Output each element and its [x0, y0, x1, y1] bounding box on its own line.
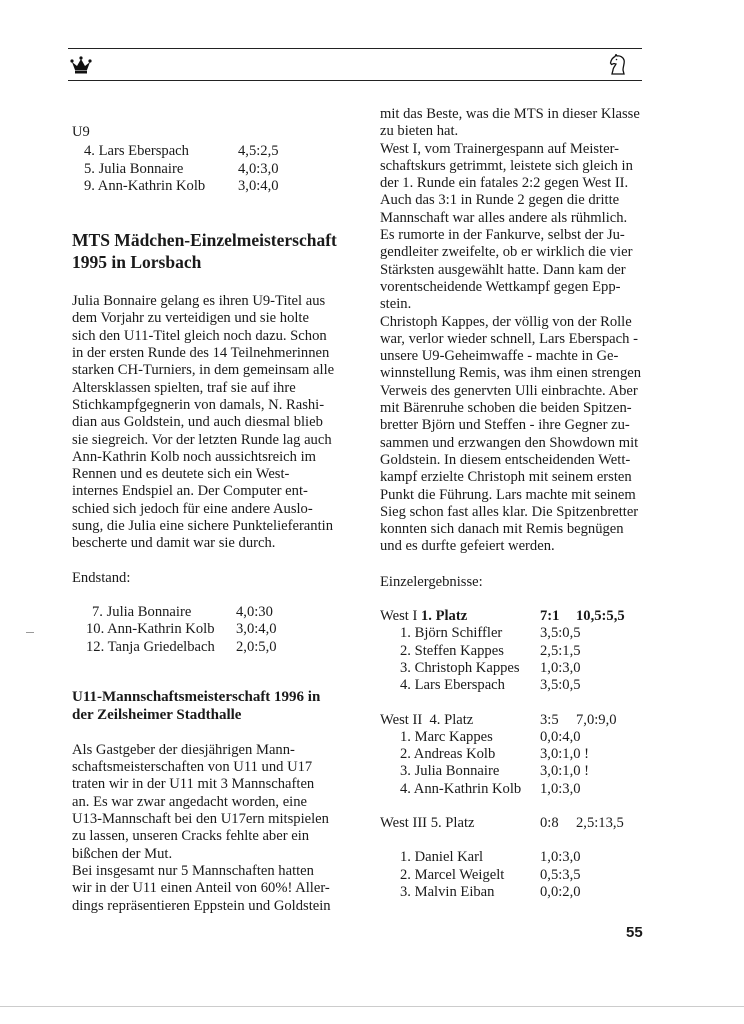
team-block-west-2: [380, 712, 646, 798]
player-row: 2. Steffen Kappes 2,5:1,5: [400, 642, 581, 659]
result-row: 12. Tanja Griedelbach 2,0:5,0: [86, 638, 277, 655]
player-row: 4. Lars Eberspach 3,5:0,5: [400, 677, 581, 694]
endstand-label: Endstand:: [72, 569, 131, 586]
player-row: 3. Malvin Eiban 0,0:2,0: [400, 883, 581, 900]
team-block-west-1: [380, 608, 646, 694]
scan-mark: [26, 632, 34, 633]
result-row: 10. Ann-Kathrin Kolb 3,0:4,0: [86, 621, 277, 638]
player-row: 2. Marcel Weigelt 0,5:3,5: [400, 866, 581, 883]
paragraph-1: Julia Bonnaire gelang es ihren U9-Titel aus dem Vorjahr zu verteidigen und sie holte sich den U11-Titel gleich noch dazu. Schon in der ersten Runde des 14 Teilnehmerinnen starken CH-Turniers, in dem gemeinsam alle Altersklassen spielten, traf sie auf ihre Stichkampfgegnerin von damals, N. Rashi- dian aus Goldstein, und auch diesmal blieb sie siegreich. Vor der letzten Runde lag auch Ann-Kathrin Kolb noch aussichtsreich im Rennen und es deutete sich ein West- internes Endspiel an. Der Computer ent- schied sich jedoch für eine andere Auslo- sung, die Julia eine sichere Punktelieferantin bescherte und damit war sie durch.: [72, 293, 335, 552]
right-column: [380, 106, 646, 901]
paragraph-2: Als Gastgeber der diesjährigen Mann- schaftsmeisterschaften von U11 und U17 traten wir in der U11 mit 3 Mannschaften an. Es war zwar angedacht worden, eine U13-Mannschaft bei den U17ern mitspielen zu lassen, unseren Cracks fehlte aber ein bißchen der Mut. Bei insgesamt nur 5 Mannschaften hatten wir in der U11 einen Anteil von 60%! Aller- dings repräsentieren Eppstein und Goldstein: [72, 741, 331, 914]
crown-icon: [70, 56, 92, 74]
header-rule-top: [68, 48, 642, 49]
result-row: 9. Ann-Kathrin Kolb 3,0:4,0: [84, 177, 279, 194]
team-header: West II 4. Platz 3:5 7,0:9,0: [380, 711, 617, 728]
knight-icon: [608, 54, 628, 76]
player-row: 1. Björn Schiffler 3,5:0,5: [400, 625, 581, 642]
scan-edge: [0, 1006, 744, 1007]
player-row: 3. Christoph Kappes 1,0:3,0: [400, 659, 581, 676]
result-row: 4. Lars Eberspach 4,5:2,5: [84, 143, 279, 160]
left-column: [72, 124, 344, 915]
team-block-west-3: [380, 815, 646, 901]
player-row: 4. Ann-Kathrin Kolb 1,0:3,0: [400, 780, 581, 797]
section-heading-2: U11-Mannschaftsmeisterschaft 1996 in der Zeilsheimer Stadthalle: [72, 688, 321, 724]
team-header: West III 5. Platz 0:8 2,5:13,5: [380, 814, 624, 831]
player-row: 1. Daniel Karl 1,0:3,0: [400, 849, 581, 866]
result-row: 5. Julia Bonnaire 4,0:3,0: [84, 160, 279, 177]
player-row: 1. Marc Kappes 0,0:4,0: [400, 728, 581, 745]
page-number: 55: [626, 924, 643, 941]
endstand-results: [72, 604, 344, 656]
team-header: West I 1. Platz 7:1 10,5:5,5: [380, 608, 625, 625]
einzel-label: Einzelergebnisse:: [380, 573, 483, 590]
header-rule-bottom: [68, 80, 642, 81]
u9-label: U9: [72, 124, 90, 140]
player-row: 2. Andreas Kolb 3,0:1,0 !: [400, 746, 590, 763]
player-row: 3. Julia Bonnaire 3,0:1,0 !: [400, 763, 590, 780]
section-heading-1: MTS Mädchen-Einzelmeisterschaft 1995 in Lorsbach: [72, 230, 337, 273]
paragraph-3: mit das Beste, was die MTS in dieser Klasse zu bieten hat. West I, vom Trainergespann auf Meister- schaftskurs getrimmt, leistete sich gleich in der 1. Runde ein fatales 2:2 gegen West II. Auch das 3:1 in Runde 2 gegen die dritte Mannschaft war alles andere als rühmlich. Es rumorte in der Fankurve, selbst der Ju- gendleiter zweifelte, ob er wirklich die vier Stärksten ausgewählt hatte. Dann kam der vorentscheidende Wettkampf gegen Epp- stein. Christoph Kappes, der völlig von der Rolle war, verlor wieder schnell, Lars Eberspach - unsere U9-Geheimwaffe - machte in Ge- winnstellung Remis, was ihm einen strengen Verweis des genervten Ulli einbrachte. Aber mit Bärenruhe schoben die beiden Spitzen- bretter Björn und Steffen - ihre Gegner zu- sammen und erzwangen den Showdown mit Goldstein. In diesem entscheidenden Wett- kampf erzielte Christoph mit seinem ersten Punkt die Führung. Lars machte mit seinem Sieg schon fast alles klar. Die Spitzenbretter konnten sich danach mit Remis begnügen und es durfte gefeiert werden.: [380, 106, 642, 555]
u9-results: [72, 143, 344, 195]
result-row: 7. Julia Bonnaire 4,0:30: [92, 603, 273, 620]
